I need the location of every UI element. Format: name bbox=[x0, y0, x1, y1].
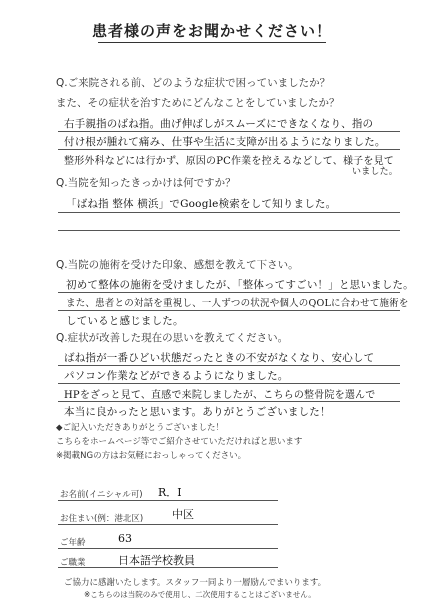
ruled-line bbox=[58, 212, 400, 213]
answer-3-line-1: 初めて整体の施術を受けましたが、「整体ってすごい！」と思いました。 bbox=[66, 279, 414, 291]
note-ng: ※掲載NGの方はお気軽におっしゃってください。 bbox=[56, 451, 247, 461]
page-title: 患者様の声をお聞かせください！ bbox=[91, 22, 332, 40]
field-name-label: お名前(イニシャル可) bbox=[60, 490, 143, 500]
answer-1-line-2: 付け根が腫れて痛み、仕事や生活に支障が出るようになりました。 bbox=[64, 136, 386, 148]
ruled-line bbox=[58, 383, 400, 384]
field-occupation-value: 日本語学校教員 bbox=[118, 554, 195, 567]
answer-4-line-2: パソコン作業などができるようになりました。 bbox=[64, 370, 289, 382]
note-homepage: こちらをホームページ等でご紹介させていただければと思います bbox=[56, 437, 303, 447]
field-age-label: ご年齢 bbox=[60, 538, 86, 548]
field-residence-label: お住まい(例：港北区) bbox=[60, 514, 144, 524]
answer-1-line-3: 整形外科などには行かず、原因のPC作業を控えるなどして、様子を見て bbox=[64, 156, 394, 167]
answer-4-line-4: 本当に良かったと思います。ありがとうございました！ bbox=[64, 406, 331, 418]
answer-1-line-1: 右手親指のばね指。曲げ伸ばしがスムーズにできなくなり、指の bbox=[64, 118, 374, 130]
note-thanks: ◆ご記入いただきありがとうございました！ bbox=[56, 423, 225, 433]
answer-1-line-4: いました。 bbox=[352, 167, 399, 177]
question-2: Q.当院を知ったきっかけは何ですか？ bbox=[56, 177, 236, 189]
field-age-value: 63 bbox=[118, 532, 132, 545]
footer-thanks: ご協力に感謝いたします。スタッフ一同より一層励んでまいります。 bbox=[64, 578, 327, 588]
question-3: Q.当院の施術を受けた印象、感想を教えて下さい。 bbox=[56, 259, 299, 271]
field-underline bbox=[58, 548, 278, 549]
field-underline bbox=[58, 567, 278, 568]
answer-4-line-1: ばね指が一番ひどい状態だったときの不安がなくなり、安心して bbox=[64, 352, 375, 364]
answer-3-line-2: また、患者との対話を重視し、一人ずつの状況や個人のQOLに合わせて施術を bbox=[66, 298, 409, 309]
ruled-line bbox=[58, 230, 400, 231]
field-underline bbox=[58, 500, 278, 501]
ruled-line bbox=[58, 292, 400, 293]
question-1-line-2: また、その症状を治すためにどんなことをしていましたか？ bbox=[56, 97, 340, 109]
field-residence-value: 中区 bbox=[172, 508, 194, 521]
ruled-line bbox=[58, 365, 400, 366]
answer-3-line-3: していると感じました。 bbox=[66, 315, 184, 327]
title-underline bbox=[98, 42, 326, 43]
answer-2-line-1: 「ばね指 整体 横浜」でGoogle検索をして知りました。 bbox=[66, 198, 337, 210]
question-4: Q.症状が改善した現在の思いを教えてください。 bbox=[56, 332, 289, 344]
ruled-line bbox=[58, 401, 400, 402]
ruled-line bbox=[58, 310, 400, 311]
ruled-line bbox=[58, 131, 400, 132]
question-1-line-1: Q.ご来院される前、どのような症状で困っていましたか？ bbox=[56, 77, 331, 89]
field-occupation-label: ご職業 bbox=[60, 558, 86, 568]
ruled-line bbox=[58, 149, 400, 150]
answer-4-line-3: HPをざっと見て、直感で来院しましたが、こちらの整骨院を選んで bbox=[64, 390, 376, 401]
field-underline bbox=[58, 524, 278, 525]
footer-usage-note: ※こちらのは当院のみで使用し、二次使用することはございません。 bbox=[84, 590, 316, 599]
field-name-value: R．I bbox=[158, 486, 182, 499]
